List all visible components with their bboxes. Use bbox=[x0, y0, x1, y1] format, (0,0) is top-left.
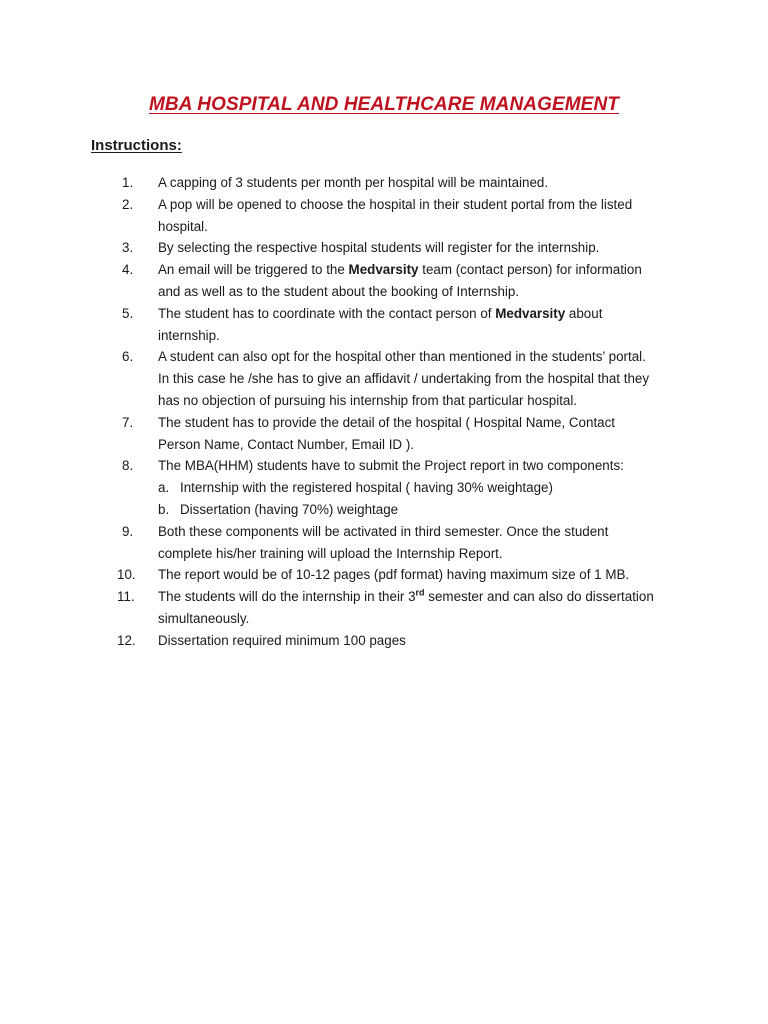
item-number: 1. bbox=[122, 175, 134, 190]
list-item bbox=[0, 346, 688, 411]
sub-list-item bbox=[158, 477, 688, 499]
item-text bbox=[158, 259, 688, 281]
item-text: Dissertation required minimum 100 pages bbox=[158, 632, 406, 648]
document-title-text: MBA HOSPITAL AND HEALTHCARE MANAGEMENT bbox=[149, 94, 619, 115]
list-item bbox=[0, 521, 688, 565]
item-text: The MBA(HHM) students have to submit the Project report in two components: bbox=[158, 458, 624, 474]
item-number: 3. bbox=[122, 240, 134, 256]
item-text: complete his/her training will upload the Internship Report. bbox=[158, 545, 503, 561]
instructions-list bbox=[0, 172, 768, 652]
list-item bbox=[0, 237, 688, 259]
item-text: and as well as to the student about the booking of Internship. bbox=[158, 283, 520, 299]
item-number: 9. bbox=[122, 523, 134, 539]
list-item bbox=[0, 303, 688, 347]
item-text-part: semester and can also do dissertation bbox=[424, 589, 654, 605]
list-item bbox=[0, 564, 688, 586]
list-item bbox=[0, 412, 688, 456]
item-number: 2. bbox=[122, 196, 134, 212]
item-text-part: An email will be triggered to the bbox=[158, 262, 349, 278]
item-text-part: team (contact person) for information bbox=[418, 262, 642, 278]
item-text bbox=[158, 586, 688, 608]
medvarsity-bold: Medvarsity bbox=[495, 305, 566, 321]
item-number: 11. bbox=[117, 589, 135, 605]
sub-item-letter: b. bbox=[158, 501, 170, 517]
item-text: simultaneously. bbox=[158, 610, 250, 626]
item-text: internship. bbox=[158, 327, 220, 343]
instructions-heading: Instructions: bbox=[91, 137, 182, 154]
list-item bbox=[0, 172, 688, 194]
item-number: 10. bbox=[117, 567, 136, 583]
list-item bbox=[0, 194, 688, 238]
item-text: A pop will be opened to choose the hospital in their student portal from the listed bbox=[158, 196, 633, 212]
item-text: A student can also opt for the hospital other than mentioned in the students’ portal. bbox=[158, 349, 646, 365]
item-number: 6. bbox=[122, 349, 134, 365]
item-text: A capping of 3 students per month per hospital will be maintained. bbox=[158, 175, 549, 190]
item-number: 12. bbox=[117, 632, 136, 648]
sub-item-letter: a. bbox=[158, 480, 170, 496]
medvarsity-bold: Medvarsity bbox=[348, 262, 419, 278]
document-title bbox=[0, 94, 768, 116]
list-item bbox=[0, 259, 688, 303]
sub-list-item bbox=[158, 499, 688, 521]
list-item bbox=[0, 586, 688, 630]
item-text: By selecting the respective hospital students will register for the internship. bbox=[158, 240, 600, 256]
list-item bbox=[0, 630, 688, 652]
item-text: The student has to provide the detail of the hospital ( Hospital Name, Contact bbox=[158, 414, 616, 430]
item-text: The report would be of 10-12 pages (pdf format) having maximum size of 1 MB. bbox=[158, 567, 630, 583]
item-number: 5. bbox=[122, 305, 134, 321]
item-text: Person Name, Contact Number, Email ID ). bbox=[158, 436, 414, 452]
item-number: 7. bbox=[122, 414, 134, 430]
item-text: has no objection of pursuing his internship from that particular hospital. bbox=[158, 392, 578, 408]
item-text: Both these components will be activated in third semester. Once the student bbox=[158, 523, 609, 539]
ordinal-superscript: rd bbox=[415, 587, 425, 598]
sub-item-text: Dissertation (having 70%) weightage bbox=[180, 501, 399, 517]
sub-item-text: Internship with the registered hospital ( having 30% weightage) bbox=[180, 480, 553, 496]
item-text-part: about bbox=[565, 305, 603, 321]
item-text-part: The students will do the internship in their 3 bbox=[158, 589, 416, 605]
item-text bbox=[158, 303, 688, 325]
sub-list bbox=[158, 477, 688, 521]
item-text: In this case he /she has to give an affidavit / undertaking from the hospital that they bbox=[158, 371, 650, 387]
list-item bbox=[0, 455, 688, 520]
item-text-part: The student has to coordinate with the contact person of bbox=[158, 305, 496, 321]
item-number: 4. bbox=[122, 262, 134, 278]
item-number: 8. bbox=[122, 458, 134, 474]
item-text: hospital. bbox=[158, 218, 208, 234]
